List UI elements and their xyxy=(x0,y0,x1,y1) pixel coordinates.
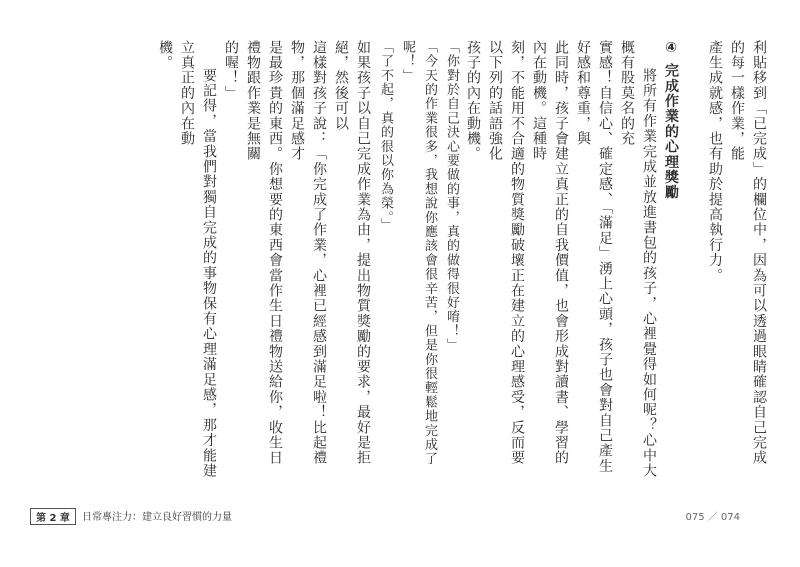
quote-line: 「今天的作業很多，我想說你應該會很辛苦，但是你很輕鬆地完成了呢！」 xyxy=(400,40,437,466)
section-heading: ④ 完成作業的心理獎勵 xyxy=(663,40,679,201)
text-column: 這樣對孩子說：「你完成了作業，心裡已經感到滿足啦！比起禮物，那個滿足感才 xyxy=(289,40,327,466)
text-column: 產生成就感，也有助於提高執行力。 xyxy=(707,40,723,284)
text-column: 此同時，孩子會建立真正的自我價值，也會形成對讀書、學習的內在動機。這種時 xyxy=(531,40,569,466)
quote-line: 「了不起，真的很以你為榮。」 xyxy=(378,40,393,233)
page-numbers: 075 ／ 074 xyxy=(685,512,740,523)
vertical-text-block xyxy=(20,40,770,480)
text-column: 是最珍貴的東西。你想要的東西會當作生日禮物送給你，收生日禮物跟作業是無關 xyxy=(245,40,283,466)
page-footer xyxy=(30,506,770,526)
text-column: 利貼移到「已完成」的欄位中，因為可以透過眼睛確認自己完成的每一樣作業，能 xyxy=(729,40,767,466)
text-column: 要記得，當我們對獨自完成的事物保有心理滿足感，那才能建立真正的內在動 xyxy=(179,40,217,479)
running-title: 日常專注力：建立良好習慣的力量 xyxy=(82,512,232,523)
text-column: 實感！自信心、確定感、「滿足」湧上心頭，孩子也會對自己產生好感和尊重，與 xyxy=(575,40,613,474)
chapter-badge xyxy=(30,508,82,525)
text-column: 的喔！」 xyxy=(223,40,239,101)
text-column: 如果孩子以自己完成作業為由，提出物質獎勵的要求，最好是拒絕，然後可以 xyxy=(333,40,371,466)
text-column: 將所有作業完成並放進書包的孩子，心裡覺得如何呢？心中大概有股莫名的充 xyxy=(619,40,657,479)
text-column: 刻，不能用不合適的物質獎勵破壞正在建立的心理感受，反而要以下列的話語強化 xyxy=(487,40,525,466)
text-column: 孩子的內在動機。 xyxy=(465,40,481,162)
chapter-label: 第 2 章 xyxy=(30,508,76,525)
text-column: 機。 xyxy=(157,40,173,71)
blank-column xyxy=(682,40,704,480)
quote-line: 「你對於自己決心要做的事，真的做得很好唷！」 xyxy=(444,40,459,353)
